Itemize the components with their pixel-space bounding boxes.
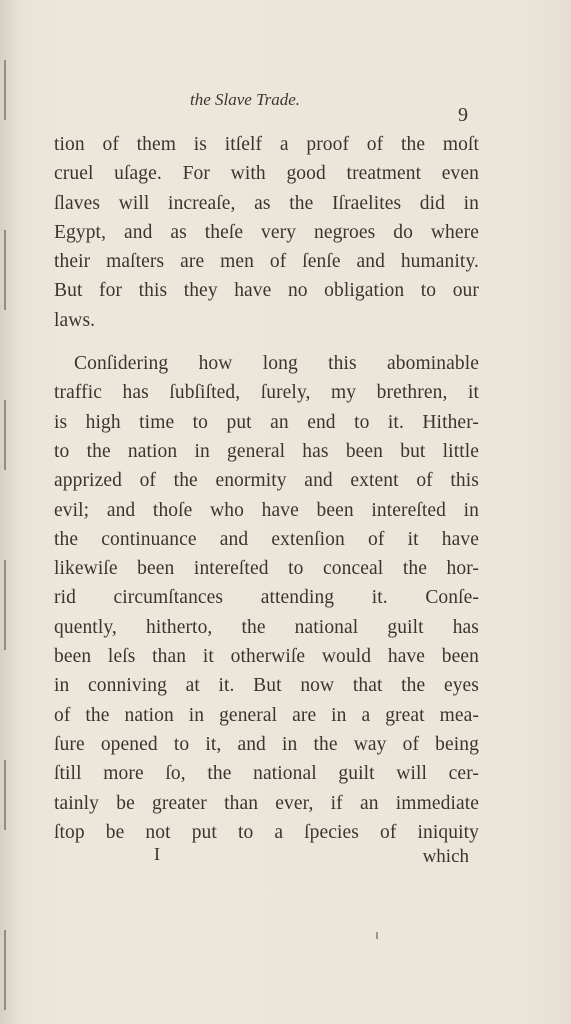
- text-line: rid circumſtances attending it. Conſe-: [54, 587, 479, 609]
- page-footer: [54, 844, 469, 874]
- text-line: ſtill more ſo, the national guilt will cer-: [54, 763, 479, 785]
- text-line: ſure opened to it, and in the way of being: [54, 733, 479, 755]
- page-number: 9: [458, 104, 468, 126]
- running-head: the Slave Trade.: [190, 90, 301, 109]
- page-gutter: [0, 0, 14, 1024]
- text-line: in conniving at it. But now that the eyes: [54, 675, 479, 697]
- text-line: quently, hitherto, the national guilt has: [54, 616, 479, 638]
- binding-shadow: [4, 60, 6, 120]
- text-line: cruel uſage. For with good treatment even: [54, 163, 479, 185]
- text-line: their maſters are men of ſenſe and humanity.: [54, 251, 479, 273]
- text-line: tainly be greater than ever, if an immediate: [54, 792, 479, 814]
- binding-shadow: [4, 560, 6, 650]
- paragraph-1: [54, 130, 479, 335]
- text-line: ſlaves will increaſe, as the Iſraelites did in: [54, 192, 479, 214]
- text-line: apprized of the enormity and extent of this: [54, 470, 479, 492]
- text-line: laws.: [54, 309, 96, 331]
- text-line: Conſidering how long this abominable: [74, 353, 479, 375]
- body-text: [54, 130, 479, 847]
- text-line: likewiſe been intereſted to conceal the hor-: [54, 558, 479, 580]
- binding-shadow: [4, 930, 6, 1010]
- text-line: is high time to put an end to it. Hither-: [54, 411, 479, 433]
- text-line: the continuance and extenſion of it have: [54, 528, 479, 550]
- text-line: tion of them is itſelf a proof of the moſt: [54, 134, 479, 155]
- ink-speck: [376, 932, 378, 939]
- text-line: Egypt, and as theſe very negroes do where: [54, 221, 479, 243]
- binding-shadow: [4, 230, 6, 310]
- signature-mark: I: [154, 844, 160, 864]
- binding-shadow: [4, 760, 6, 830]
- catchword: which: [422, 846, 469, 867]
- text-line: But for this they have no obligation to our: [54, 280, 479, 302]
- binding-shadow: [4, 400, 6, 470]
- text-line: traffic has ſubſiſted, ſurely, my brethren, it: [54, 382, 479, 404]
- text-line: been leſs than it otherwiſe would have been: [54, 646, 479, 668]
- text-line: of the nation in general are in a great mea-: [54, 704, 479, 726]
- text-line: evil; and thoſe who have been intereſted in: [54, 499, 479, 521]
- text-line: to the nation in general has been but little: [54, 440, 479, 462]
- text-line: ſtop be not put to a ſpecies of iniquity: [54, 821, 479, 843]
- paragraph-2: [54, 349, 479, 847]
